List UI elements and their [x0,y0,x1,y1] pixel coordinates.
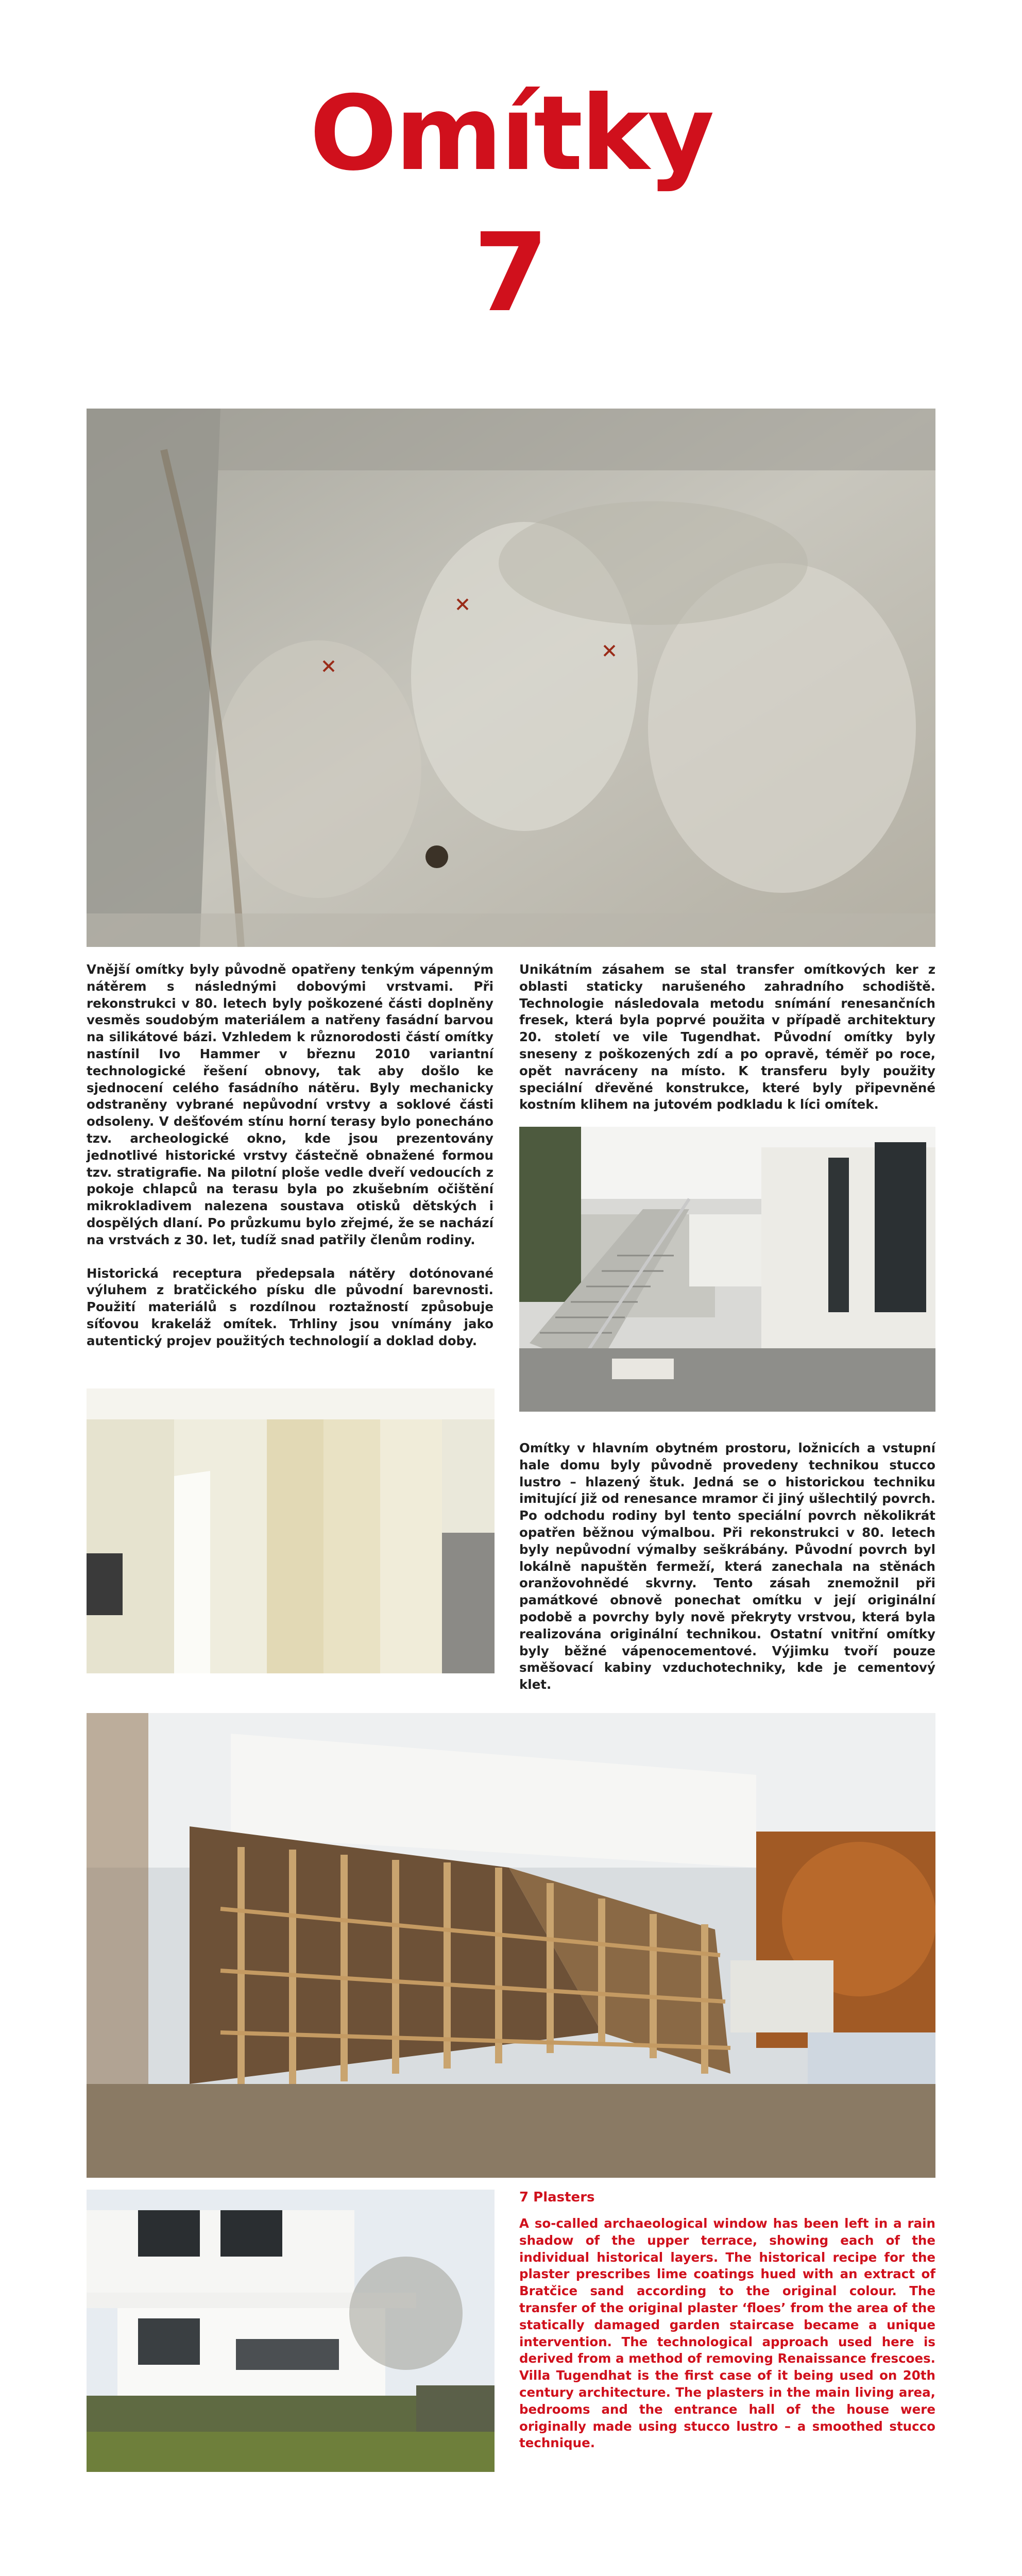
page-title: Omítky [310,74,712,194]
stucco-text-cz [519,1440,935,1693]
transfer-text-cz [519,961,935,1113]
paragraph-historical-recipe: Historická receptura předepsala nátěry dotónované výluhem z bratčického písku dle původní barevnosti. Použití materiálů s rozdílnou roztažností způsobuje síťovou krakeláž omítek. Trhliny jsou vnímány jako autentický projev použitých technologií a doklad doby. [87,1265,493,1348]
paragraph-exterior-plasters: Vnější omítky byly původně opatřeny tenkým vápenným nátěrem s následnými dobovými vrstvami. Při rekonstrukci v 80. letech byly poškozené části doplněny vesměs soudobým materiálem a natřeny fasádní barvou na silikátové bázi. Vzhledem k různorodosti částí omítky nastínil Ivo Hammer v březnu 2010 variantní technologické řešení obnovy, tak aby došlo ke sjednocení celého fasádního nátěru. Byly mechanicky odstraněny vybrané nepůvodní vrstvy a soklové části odsoleny. V dešťovém stínu horní terasy bylo ponecháno tzv. archeologické okno, kde jsou prezentovány jednotlivé historické vrstvy částečně obnažené formou tzv. stratigrafie. Na pilotní ploše vedle dveří vedoucích z pokoje chlapců na terasu byla po zkušebním očištění mikrokladivem nalezena soustava otisků dětských i dospělých dlaní. Po průzkumu bylo zřejmé, že se nachází na vrstvách z 30. let, tudíž snad patřily členům rodiny. [87,962,493,1247]
interior-photo [87,1388,495,1673]
english-heading: 7 Plasters [519,2190,595,2205]
page-number: 7 [473,210,549,336]
scaffolding-photo [87,1713,935,2178]
paragraph-english: A so-called archaeological window has been left in a rain shadow of the upper terrace, showing each of the individual historical layers. The historical recipe for the plaster prescribes lime coatings hued with an extract of Bratčice sand according to the original colour. The transfer of the original plaster ‘floes’ from the area of the statically damaged garden staircase became a unique intervention. The technological approach used here is derived from a method of removing Renaissance frescoes. Villa Tugendhat is the first case of it being used on 20th century architecture. The plasters in the main living area, bedrooms and the entrance hall of the house were originally made using stucco lustro – a smoothed stucco technique. [519,2216,935,2451]
villa-photo [87,2190,495,2472]
intro-text-cz [87,961,493,1350]
english-summary [519,2215,935,2452]
facade-photo [87,409,935,947]
staircase-photo [519,1127,935,1412]
paragraph-plaster-transfer: Unikátním zásahem se stal transfer omítkových ker z oblasti staticky narušeného zahradního schodiště. Technologie následovala metodu snímání renesančních fresek, která byla poprvé použita v případě architektury 20. století ve vile Tugendhat. Původní omítky byly sneseny z poškozených zdí a po opravě, téměř po roce, opět navráceny na místo. K transferu byly použity speciální dřevěné konstrukce, které byly připevněné kostním klihem na jutovém podkladu k líci omítek. [519,962,935,1112]
paragraph-stucco-lustro: Omítky v hlavním obytném prostoru, ložnicích a vstupní hale domu byly původně provedeny technikou stucco lustro – hlazený štuk. Jedná se o historickou techniku imitující již od renesance mramor či jiný ušlechtilý povrch. Po odchodu rodiny byl tento speciální povrch několikrát opatřen běžnou výmalbou. Při rekonstrukci v 80. letech byly nepůvodní výmalby seškrábány. Původní povrch byl lokálně napuštěn fermeží, která zanechala na stěnách oranžovohnědé skvrny. Tento zásah znemožnil při památkové obnově ponechat omítku v její originální podobě a povrchy byly nově překryty vrstvou, která byla realizována originální technikou. Ostatní vnitřní omítky byly běžné vápenocementové. Výjimku tvoří pouze směšovací kabiny vzduchotechniky, kde je cementový klet. [519,1440,935,1692]
